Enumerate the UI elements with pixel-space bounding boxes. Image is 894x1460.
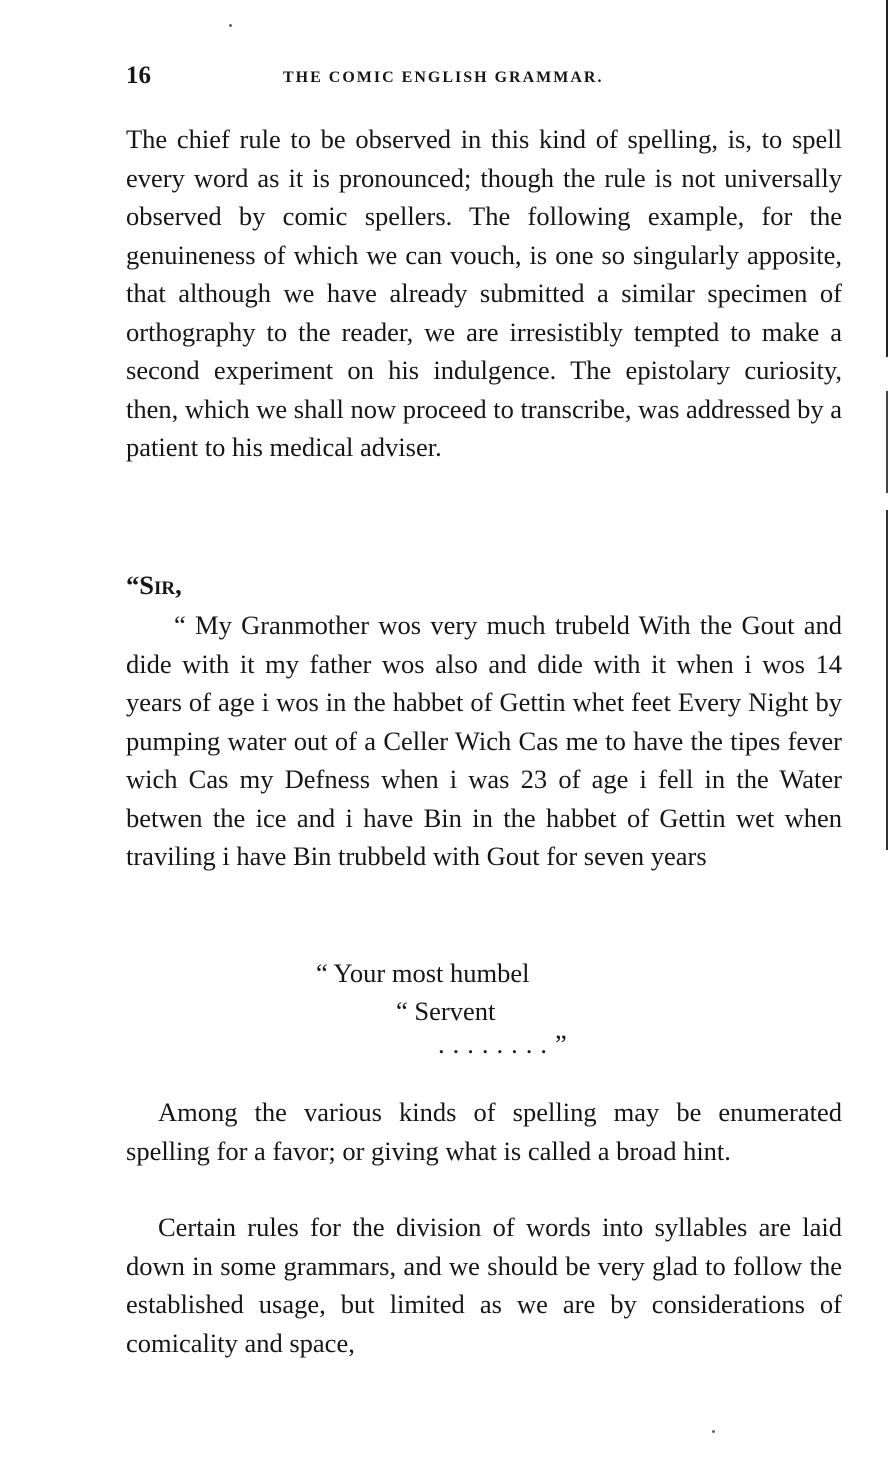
page-edge (886, 0, 888, 850)
letter-signature-dots: ........” (438, 1029, 575, 1059)
letter-body: “ My Granmother wos very much trubeld With the Gout and dide with it my father wos also and dide with it when i wos 14 years of age i wos in the habbet of Gettin whet feet Every Night by pumping water out of a Celler Wich Cas me to have the tipes fever wich Cas my Defness when i was 23 of age i fell in the Water betwen the ice and i have Bin in the habbet of Gettin wet when traviling i have Bin trubbeld with Gout for seven years (126, 610, 842, 871)
ink-speck (712, 1430, 715, 1433)
letter-closing-2: “ Servent (396, 996, 496, 1026)
page-number: 16 (126, 62, 151, 89)
page-header (126, 62, 842, 94)
paragraph-1: The chief rule to be observed in this kind of spelling, is, to spell every word as it is pronounced; though the rule is not universally observed by comic spellers. The following example, for the genuineness of which we can vouch, is one so singularly apposite, that although we have already submitted a similar specimen of orthography to the reader, we are irresistibly tempted to make a second experiment on his indulgence. The epistolary curiosity, then, which we shall now proceed to transcribe, was addressed by a patient to his medical adviser. (126, 124, 843, 462)
paragraph-2: Among the various kinds of spelling may be enumerated spelling for a favor; or giving what is called a broad hint. (126, 1097, 842, 1166)
paragraph-3: Certain rules for the division of words into syllables are laid down in some grammars, and we should be very glad to follow the established usage, but limited as we are by considerations of comicality and space, (126, 1212, 842, 1358)
letter-closing-1: “ Your most humbel (316, 958, 530, 988)
ink-speck (229, 24, 232, 27)
running-head: THE COMIC ENGLISH GRAMMAR. (283, 69, 604, 86)
letter-salutation: “Sir, (126, 570, 182, 600)
